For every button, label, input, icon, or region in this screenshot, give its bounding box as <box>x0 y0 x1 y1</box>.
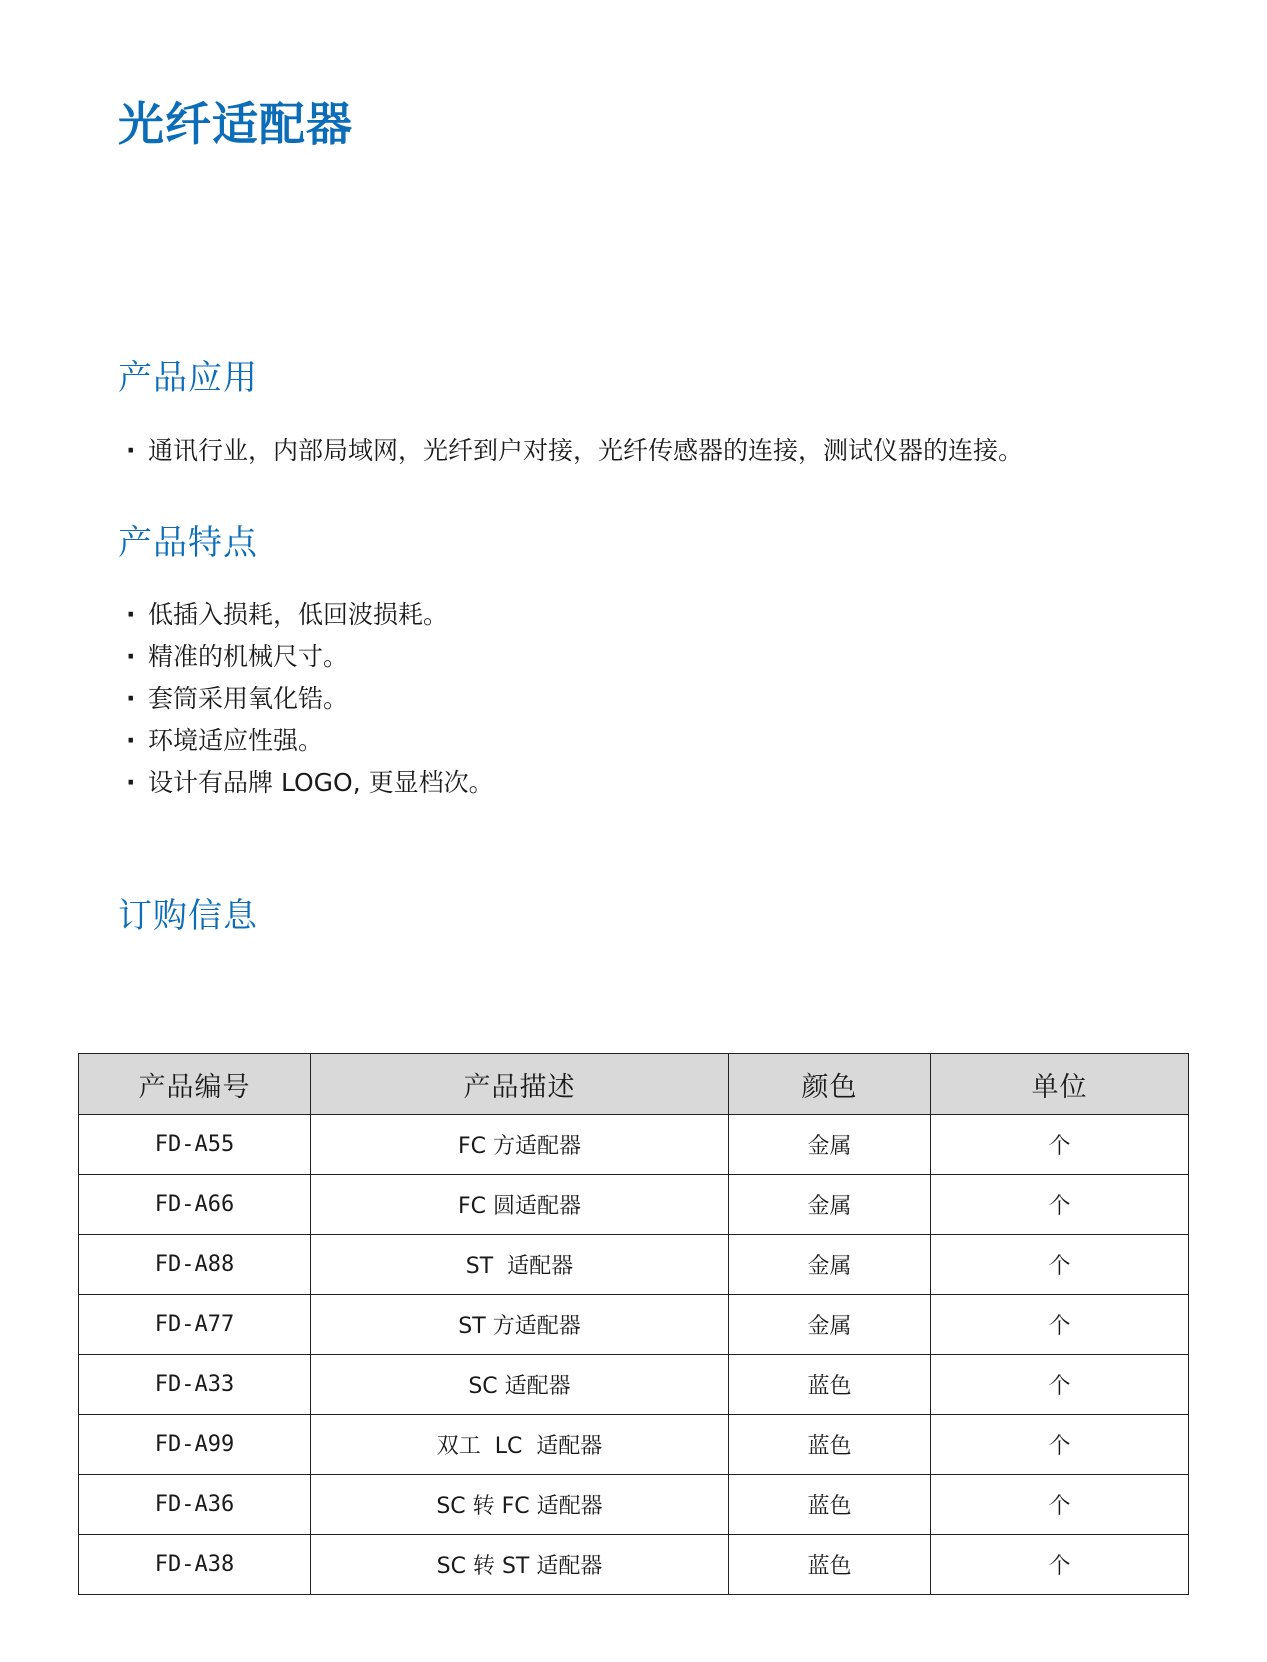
table-row <box>79 1535 1189 1595</box>
product-code-cell: FD-A55 <box>79 1115 311 1175</box>
color-cell: 蓝色 <box>729 1415 931 1475</box>
feature-item-text: 设计有品牌 LOGO, 更显档次。 <box>148 768 494 797</box>
bullet-dot-icon: · <box>126 726 136 755</box>
color-cell: 金属 <box>729 1235 931 1295</box>
page-title: 光纤适配器 <box>118 97 353 151</box>
unit-cell: 个 <box>931 1355 1189 1415</box>
table-header-row <box>79 1054 1189 1115</box>
application-heading: 产品应用 <box>118 358 258 398</box>
table-row <box>79 1355 1189 1415</box>
product-description-cell: ST 适配器 <box>311 1235 729 1295</box>
feature-item-text: 低插入损耗，低回波损耗。 <box>148 600 449 629</box>
table-row <box>79 1295 1189 1355</box>
color-cell: 金属 <box>729 1295 931 1355</box>
unit-cell: 个 <box>931 1475 1189 1535</box>
table-row <box>79 1235 1189 1295</box>
color-cell: 蓝色 <box>729 1535 931 1595</box>
product-code-cell: FD-A36 <box>79 1475 311 1535</box>
list-item <box>126 430 1023 472</box>
table-row <box>79 1415 1189 1475</box>
list-item <box>126 594 494 636</box>
bullet-dot-icon: · <box>126 684 136 713</box>
column-header-color: 颜色 <box>729 1054 931 1115</box>
application-list <box>126 430 1023 472</box>
table-row <box>79 1175 1189 1235</box>
bullet-dot-icon: · <box>126 642 136 671</box>
list-item <box>126 636 494 678</box>
table-row <box>79 1115 1189 1175</box>
product-code-cell: FD-A99 <box>79 1415 311 1475</box>
features-list <box>126 594 494 804</box>
feature-item-text: 套筒采用氧化锆。 <box>148 684 349 713</box>
list-item <box>126 762 494 804</box>
product-code-cell: FD-A77 <box>79 1295 311 1355</box>
product-description-cell: FC 圆适配器 <box>311 1175 729 1235</box>
product-code-cell: FD-A66 <box>79 1175 311 1235</box>
unit-cell: 个 <box>931 1175 1189 1235</box>
ordering-heading: 订购信息 <box>118 896 258 936</box>
product-description-cell: FC 方适配器 <box>311 1115 729 1175</box>
table-row <box>79 1475 1189 1535</box>
color-cell: 蓝色 <box>729 1355 931 1415</box>
product-code-cell: FD-A88 <box>79 1235 311 1295</box>
color-cell: 金属 <box>729 1175 931 1235</box>
ordering-table <box>78 1053 1189 1595</box>
product-description-cell: ST 方适配器 <box>311 1295 729 1355</box>
product-description-cell: SC 转 ST 适配器 <box>311 1535 729 1595</box>
unit-cell: 个 <box>931 1295 1189 1355</box>
bullet-dot-icon: · <box>126 600 136 629</box>
product-description-cell: SC 适配器 <box>311 1355 729 1415</box>
unit-cell: 个 <box>931 1235 1189 1295</box>
feature-item-text: 精准的机械尺寸。 <box>148 642 349 671</box>
features-heading: 产品特点 <box>118 523 258 563</box>
product-description-cell: 双工 LC 适配器 <box>311 1415 729 1475</box>
unit-cell: 个 <box>931 1535 1189 1595</box>
bullet-dot-icon: · <box>126 768 136 797</box>
list-item <box>126 720 494 762</box>
feature-item-text: 环境适应性强。 <box>148 726 324 755</box>
color-cell: 蓝色 <box>729 1475 931 1535</box>
column-header-code: 产品编号 <box>79 1054 311 1115</box>
column-header-description: 产品描述 <box>311 1054 729 1115</box>
unit-cell: 个 <box>931 1115 1189 1175</box>
list-item <box>126 678 494 720</box>
application-item-text: 通讯行业，内部局域网，光纤到户对接，光纤传感器的连接，测试仪器的连接。 <box>148 436 1024 465</box>
product-description-cell: SC 转 FC 适配器 <box>311 1475 729 1535</box>
product-code-cell: FD-A33 <box>79 1355 311 1415</box>
column-header-unit: 单位 <box>931 1054 1189 1115</box>
product-code-cell: FD-A38 <box>79 1535 311 1595</box>
color-cell: 金属 <box>729 1115 931 1175</box>
unit-cell: 个 <box>931 1415 1189 1475</box>
bullet-dot-icon: · <box>126 436 136 465</box>
